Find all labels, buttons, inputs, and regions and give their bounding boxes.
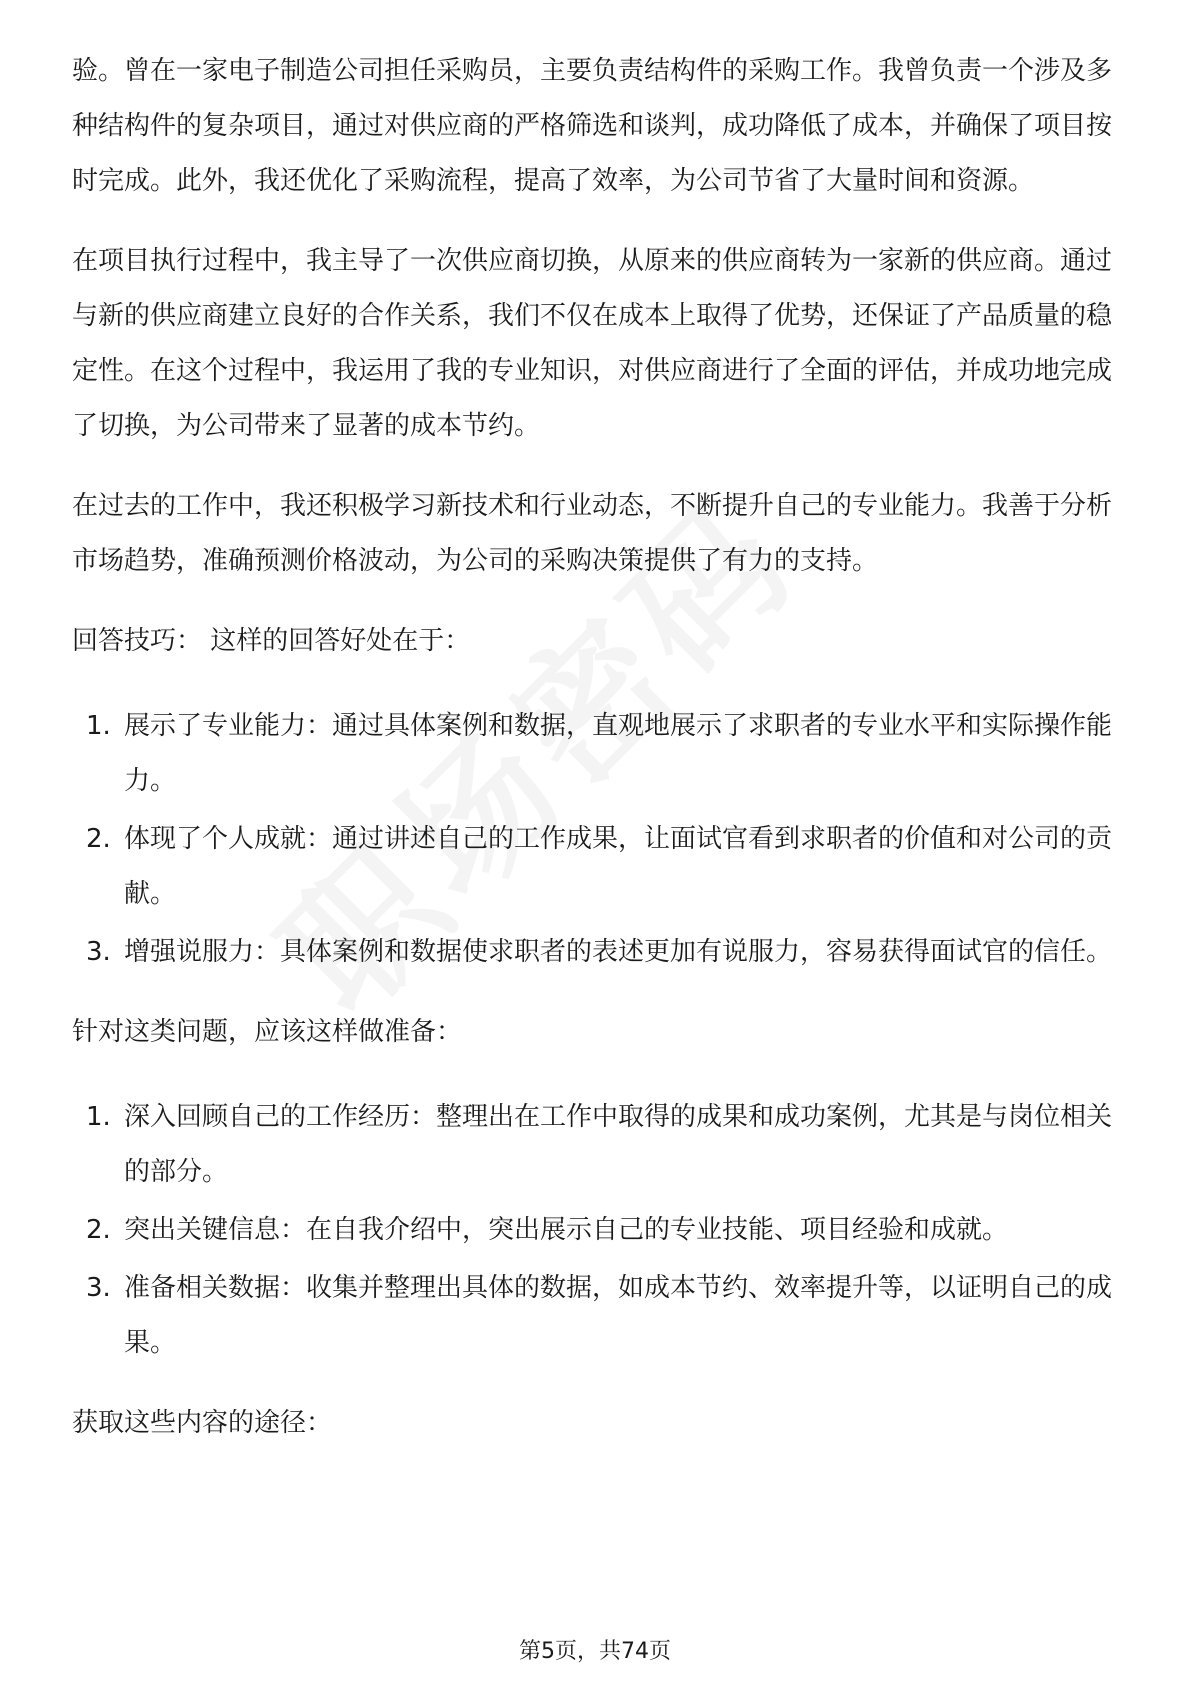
paragraph-experience: 验。曾在一家电子制造公司担任采购员，主要负责结构件的采购工作。我曾负责一个涉及多种结构件的复杂项目，通过对供应商的严格筛选和谈判，成功降低了成本，并确保了项目按时完成。此外，我还优化了采购流程，提高了效率，为公司节省了大量时间和资源。 xyxy=(72,56,1113,196)
list-item xyxy=(72,1203,1122,1258)
prep-list xyxy=(72,1090,1122,1371)
tips-heading: 回答技巧： 这样的回答好处在于： xyxy=(72,626,471,656)
prep-heading: 针对这类问题，应该这样做准备： xyxy=(72,1017,463,1047)
list-item xyxy=(72,1090,1122,1200)
list-number: 3. xyxy=(86,937,111,967)
paragraph-supplier-switch: 在项目执行过程中，我主导了一次供应商切换，从原来的供应商转为一家新的供应商。通过与新的供应商建立良好的合作关系，我们不仅在成本上取得了优势，还保证了产品质量的稳定性。在这个过程中，我运用了我的专业知识，对供应商进行了全面的评估，并成功地完成了切换，为公司带来了显著的成本节约。 xyxy=(72,246,1113,441)
closing-heading: 获取这些内容的途径： xyxy=(72,1408,333,1438)
list-item-text: 深入回顾自己的工作经历：整理出在工作中取得的成果和成功案例，尤其是与岗位相关的部分。 xyxy=(124,1102,1113,1187)
list-number: 2. xyxy=(86,1215,111,1245)
list-number: 1. xyxy=(86,711,111,741)
list-item-text: 突出关键信息：在自我介绍中，突出展示自己的专业技能、项目经验和成就。 xyxy=(124,1215,1009,1245)
list-item xyxy=(72,925,1122,980)
list-number: 3. xyxy=(86,1273,111,1303)
list-item-text: 展示了专业能力：通过具体案例和数据，直观地展示了求职者的专业水平和实际操作能力。 xyxy=(124,711,1113,796)
document-body xyxy=(72,44,1122,1481)
list-item-text: 体现了个人成就：通过讲述自己的工作成果，让面试官看到求职者的价值和对公司的贡献。 xyxy=(124,824,1113,909)
tips-list xyxy=(72,699,1122,980)
list-item xyxy=(72,1261,1122,1371)
list-item-text: 准备相关数据：收集并整理出具体的数据，如成本节约、效率提升等，以证明自己的成果。 xyxy=(124,1273,1113,1358)
list-number: 1. xyxy=(86,1102,111,1132)
list-item xyxy=(72,699,1122,809)
list-item xyxy=(72,812,1122,922)
list-number: 2. xyxy=(86,824,111,854)
list-item-text: 增强说服力：具体案例和数据使求职者的表述更加有说服力，容易获得面试官的信任。 xyxy=(124,937,1113,967)
page-footer: 第5页，共74页 xyxy=(519,1639,671,1664)
paragraph-learning: 在过去的工作中，我还积极学习新技术和行业动态，不断提升自己的专业能力。我善于分析市场趋势，准确预测价格波动，为公司的采购决策提供了有力的支持。 xyxy=(72,491,1113,576)
